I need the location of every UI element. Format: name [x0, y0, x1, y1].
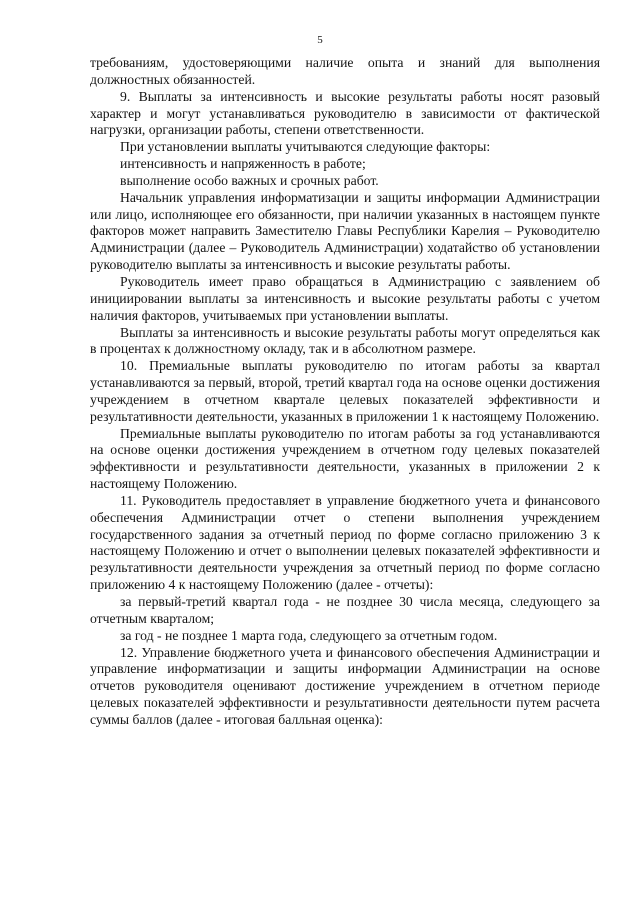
paragraph-payment-form: Выплаты за интенсивность и высокие результаты работы могут определяться как в процентах к должностному окладу, так и в абсолютном размере.	[90, 324, 600, 357]
paragraph-annual-bonus: Премиальные выплаты руководителю по итогам работы за год устанавливаются на основе оценки достижения учреждением в отчетном году целевых показателей эффективности и результативности деятельности, указанных в приложении 2 к настоящему Положению.	[90, 425, 600, 492]
paragraph-factor-intensity: интенсивность и напряженность в работе;	[120, 156, 366, 172]
paragraph-petition: Начальник управления информатизации и защиты информации Администрации или лицо, исполняющее его обязанности, при наличии указанных в настоящем пункте факторов может направить Заместителю Главы Республики Карелия – Руководителю Администрации (далее – Руководитель Администрации) ходатайство об установлении руководителю выплаты за интенсивность и высокие результаты работы.	[90, 189, 600, 273]
page-number: 5	[317, 34, 323, 46]
paragraph-clause-9: 9. Выплаты за интенсивность и высокие результаты работы носят разовый характер и могут устанавливаться руководителю в зависимости от фактической нагрузки, организации работы, степени ответственности.	[90, 88, 600, 138]
paragraph-right-to-apply: Руководитель имеет право обращаться в Администрацию с заявлением об инициировании выплаты за интенсивность и высокие результаты работы с учетом наличия факторов, учитываемых при установлении выплаты.	[90, 273, 600, 323]
paragraph-qualification-continuation: требованиям, удостоверяющими наличие опыта и знаний для выполнения должностных обязанностей.	[90, 55, 600, 87]
paragraph-annual-deadline: за год - не позднее 1 марта года, следующего за отчетным годом.	[120, 627, 498, 643]
paragraph-clause-12: 12. Управление бюджетного учета и финансового обеспечения Администрации и управление информатизации и защиты информации Администрации на основе отчетов руководителя оценивают достижение учреждением в отчетном периоде целевых показателей эффективности и результативности деятельности путем расчета суммы баллов (далее - итоговая балльная оценка):	[90, 644, 600, 727]
paragraph-clause-10: 10. Премиальные выплаты руководителю по итогам работы за квартал устанавливаются за первый, второй, третий квартал года на основе оценки достижения учреждением в отчетном квартале целевых показателей эффективности и результативности деятельности, указанных в приложении 1 к настоящему Положению.	[90, 358, 600, 424]
paragraph-factors-intro: При установлении выплаты учитываются следующие факторы:	[120, 139, 491, 155]
paragraph-factor-urgent-work: выполнение особо важных и срочных работ.	[120, 172, 379, 188]
paragraph-quarterly-deadline: за первый-третий квартал года - не позднее 30 числа месяца, следующего за отчетным кварталом;	[90, 594, 600, 626]
paragraph-clause-11: 11. Руководитель предоставляет в управление бюджетного учета и финансового обеспечения Администрации отчет о степени выполнения учреждением государственного задания за отчетный период по форме согласно приложению 3 к настоящему Положению и отчет о выполнении целевых показателей эффективности и результативности деятельности учреждения за отчетный период по форме согласно приложению 4 к настоящему Положению (далее - отчеты):	[90, 492, 600, 593]
document-body	[90, 55, 600, 729]
